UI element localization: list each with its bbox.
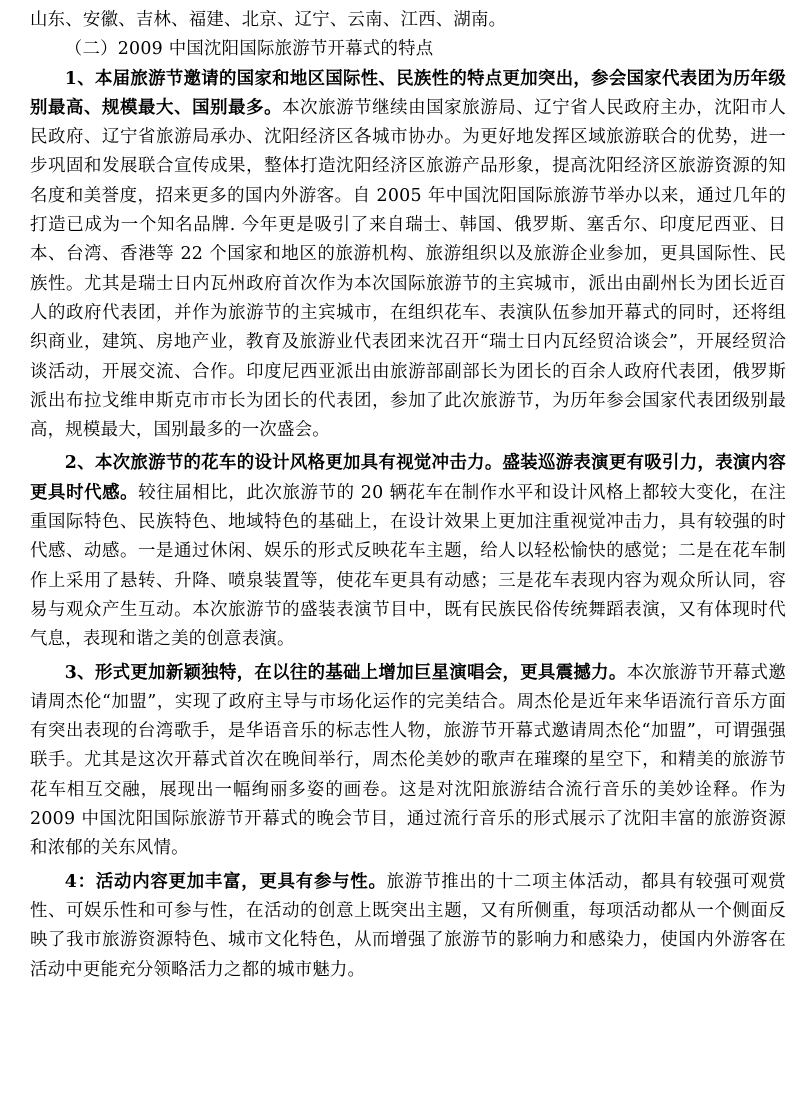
continued-list-line: 山东、安徽、吉林、福建、北京、辽宁、云南、江西、湖南。 (30, 10, 507, 30)
paragraph-1-lead: 1、本届旅游节邀请的国家和地区国际性、民族性的特点更加突出，参会国家代表团为历年级别最高、规模最大、国别最多。 (30, 68, 786, 118)
paragraph-3-body: 本次旅游节开幕式邀请周杰伦“加盟”，实现了政府主导与市场化运作的完美结合。周杰伦是近年来华语流行音乐方面有突出表现的台湾歌手，是华语音乐的标志性人物，旅游节开幕式邀请周杰伦“加盟”，可谓强强联手。尤其是这次开幕式首次在晚间举行，周杰伦美妙的歌声在璀璨的星空下，和精美的旅游节花车相互交融，展现出一幅绚丽多姿的画卷。这是对沈阳旅游结合流行音乐的美妙诠释。作为 2009 中国沈阳国际旅游节开幕式的晚会节目，通过流行音乐的形式展示了沈阳丰富的旅游资源和浓郁的关东风情。 (30, 662, 786, 859)
paragraph-4-body: 旅游节推出的十二项主体活动，都具有较强可观赏性、可娱乐性和可参与性，在活动的创意上既突出主题，又有所侧重，每项活动都从一个侧面反映了我市旅游资源特色、城市文化特色，从而增强了旅游节的影响力和感染力，使国内外游客在活动中更能充分领略活力之都的城市魅力。 (30, 871, 786, 980)
paragraph-2-lead: 2、本次旅游节的花车的设计风格更加具有视觉冲击力。盛装巡游表演更有吸引力，表演内容更具时代感。 (30, 453, 786, 503)
paragraph-3-lead: 3、形式更加新颖独特，在以往的基础上增加巨星演唱会，更具震撼力。 (64, 662, 627, 683)
paragraph-4-lead: 4：活动内容更加丰富，更具有参与性。 (64, 871, 387, 892)
paragraph-2 (30, 449, 786, 654)
paragraph-4 (30, 868, 786, 985)
paragraph-2-body: 较往届相比，此次旅游节的 20 辆花车在制作水平和设计风格上都较大变化，在注重国际特色、民族特色、地域特色的基础上，在设计效果上更加注重视觉冲击力，具有较强的时代感、动感。一是通过休闲、娱乐的形式反映花车主题，给人以轻松愉快的感觉；二是在花车制作上采用了悬转、升降、喷泉装置等，使花车更具有动感；三是花车表现内容为观众所认同，容易与观众产生互动。本次旅游节的盛装表演节目中，既有民族民俗传统舞蹈表演，又有体现时代气息，表现和谐之美的创意表演。 (30, 482, 786, 650)
paragraph-1 (30, 65, 786, 446)
section-heading: （二）2009 中国沈阳国际旅游节开幕式的特点 (64, 39, 434, 60)
paragraph-3 (30, 659, 786, 864)
paragraph-1-body: 本次旅游节继续由国家旅游局、辽宁省人民政府主办，沈阳市人民政府、辽宁省旅游局承办、沈阳经济区各城市协办。为更好地发挥区域旅游联合的优势，进一步巩固和发展联合宣传成果，整体打造沈阳经济区旅游产品形象，提高沈阳经济区旅游资源的知名度和美誉度，招来更多的国内外游客。自 2005 年中国沈阳国际旅游节举办以来，通过几年的打造已成为一个知名品牌. 今年更是吸引了来自瑞士、韩国、俄罗斯、塞舌尔、印度尼西亚、日本、台湾、香港等 22 个国家和地区的旅游机构、旅游组织以及旅游企业参加，更具国际性、民族性。尤其是瑞士日内瓦州政府首次作为本次国际旅游节的主宾城市，派出由副州长为团长近百人的政府代表团，并作为旅游节的主宾城市，在组织花车、表演队伍参加开幕式的同时，还将组织商业，建筑、房地产业，教育及旅游业代表团来沈召开“瑞士日内瓦经贸洽谈会”，开展经贸洽谈活动，开展交流、合作。印度尼西亚派出由旅游部副部长为团长的百余人政府代表团，俄罗斯派出布拉戈维申斯克市市长为团长的代表团，参加了此次旅游节，为历年参会国家代表团级别最高，规模最大，国别最多的一次盛会。 (30, 97, 786, 441)
